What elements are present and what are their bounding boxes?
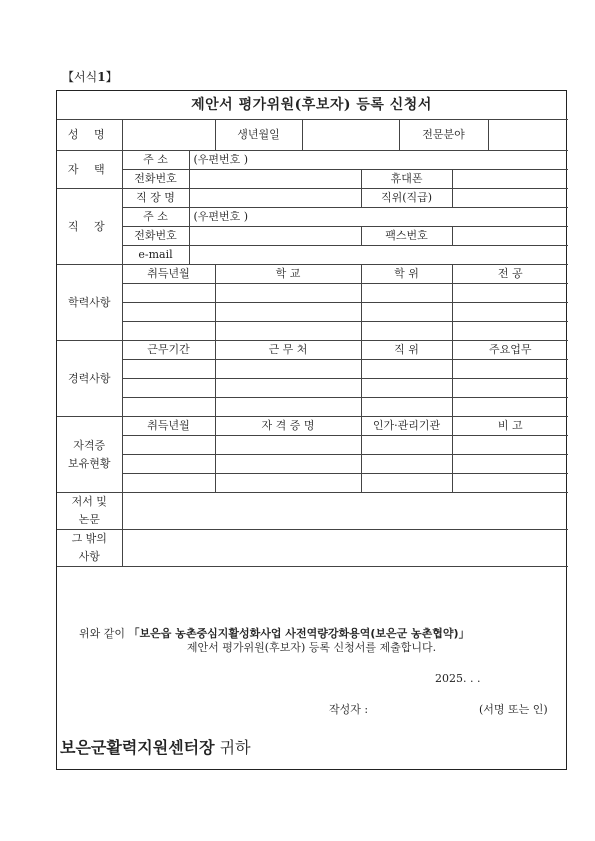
personal-row [57, 120, 568, 151]
career-entry-row [57, 360, 568, 379]
date-field[interactable]: 2025. . . [435, 672, 481, 685]
career-header-workplace: 근 무 처 [215, 341, 361, 360]
form-title: 제안서 평가위원(후보자) 등록 신청서 [57, 91, 566, 120]
license-entry-row [57, 455, 568, 474]
career-header-period: 근무기간 [122, 341, 215, 360]
license-cell[interactable] [215, 436, 361, 455]
license-cell[interactable] [361, 436, 452, 455]
career-entry-row [57, 379, 568, 398]
career-cell[interactable] [452, 398, 568, 417]
license-cell[interactable] [452, 474, 568, 493]
education-entry-row [57, 322, 568, 341]
honorific: 귀하 [219, 738, 251, 757]
fax-label: 팩스번호 [361, 227, 452, 246]
application-form [56, 90, 567, 770]
education-cell[interactable] [452, 303, 568, 322]
career-cell[interactable] [122, 379, 215, 398]
license-cell[interactable] [452, 455, 568, 474]
career-cell[interactable] [361, 398, 452, 417]
career-cell[interactable] [122, 398, 215, 417]
other-input[interactable] [122, 530, 568, 567]
education-cell[interactable] [361, 303, 452, 322]
declaration-section [57, 617, 566, 771]
career-header-position: 직 위 [361, 341, 452, 360]
education-header-date: 취득년월 [122, 265, 215, 284]
education-cell[interactable] [215, 322, 361, 341]
email-input[interactable] [189, 246, 568, 265]
email-label: e-mail [122, 246, 189, 265]
license-cell[interactable] [361, 474, 452, 493]
license-header-note: 비 고 [452, 417, 568, 436]
education-cell[interactable] [122, 322, 215, 341]
education-section-label: 학력사항 [57, 265, 122, 341]
career-cell[interactable] [215, 398, 361, 417]
workplace-label: 직 장 명 [122, 189, 189, 208]
name-input[interactable] [122, 120, 215, 151]
signature-field[interactable]: (서명 또는 인) [479, 703, 548, 716]
workplace-row [57, 189, 568, 208]
education-cell[interactable] [215, 303, 361, 322]
education-cell[interactable] [452, 284, 568, 303]
field-label: 전문분야 [399, 120, 488, 151]
home-address-input[interactable]: (우편번호 ) [189, 151, 568, 170]
recipient-line [60, 735, 251, 758]
email-row [57, 246, 568, 265]
education-cell[interactable] [122, 284, 215, 303]
career-cell[interactable] [215, 379, 361, 398]
education-cell[interactable] [361, 284, 452, 303]
work-address-row [57, 208, 568, 227]
work-phone-row [57, 227, 568, 246]
license-cell[interactable] [215, 455, 361, 474]
form-number-label: 【서식1】 [62, 70, 118, 84]
license-cell[interactable] [361, 455, 452, 474]
mobile-input[interactable] [452, 170, 568, 189]
license-entry-row [57, 436, 568, 455]
license-cell[interactable] [122, 474, 215, 493]
home-phone-label: 전화번호 [122, 170, 189, 189]
license-header-name: 자 격 증 명 [215, 417, 361, 436]
career-cell[interactable] [215, 360, 361, 379]
publications-input[interactable] [122, 493, 568, 530]
home-phone-input[interactable] [189, 170, 361, 189]
declaration-line-2: 제안서 평가위원(후보자) 등록 신청서를 제출합니다. [186, 641, 437, 654]
education-cell[interactable] [215, 284, 361, 303]
license-header-issuer: 인가·관리기관 [361, 417, 452, 436]
license-cell[interactable] [215, 474, 361, 493]
work-address-input[interactable]: (우편번호 ) [189, 208, 568, 227]
license-header-date: 취득년월 [122, 417, 215, 436]
recipient-name: 보은군활력지원센터장 [60, 738, 215, 757]
license-cell[interactable] [122, 436, 215, 455]
other-row [57, 530, 568, 567]
license-cell[interactable] [452, 436, 568, 455]
education-header-major: 전 공 [452, 265, 568, 284]
license-header-row [57, 417, 568, 436]
education-header-row [57, 265, 568, 284]
education-cell[interactable] [452, 322, 568, 341]
education-header-school: 학 교 [215, 265, 361, 284]
declaration-line-1: 위와 같이 「보은읍 농촌중심지활성화사업 사전역량강화용역(보은군 농촌협약)」 [79, 627, 470, 640]
work-phone-label: 전화번호 [122, 227, 189, 246]
publications-label: 저서 및 논문 [57, 493, 122, 530]
home-phone-row [57, 170, 568, 189]
education-entry-row [57, 284, 568, 303]
position-label: 직위(직급) [361, 189, 452, 208]
name-label: 성 명 [57, 120, 122, 151]
license-cell[interactable] [122, 455, 215, 474]
license-entry-row [57, 474, 568, 493]
birth-input[interactable] [302, 120, 399, 151]
license-section-label: 자격증 보유현황 [57, 417, 122, 493]
home-address-label: 주 소 [122, 151, 189, 170]
career-cell[interactable] [452, 379, 568, 398]
form-table [57, 119, 568, 567]
position-input[interactable] [452, 189, 568, 208]
career-section-label: 경력사항 [57, 341, 122, 417]
other-label: 그 밖의 사항 [57, 530, 122, 567]
work-phone-input[interactable] [189, 227, 361, 246]
project-name: 「보은읍 농촌중심지활성화사업 사전역량강화용역(보은군 농촌협약)」 [128, 627, 470, 640]
career-cell[interactable] [361, 379, 452, 398]
field-input[interactable] [488, 120, 568, 151]
career-header-duties: 주요업무 [452, 341, 568, 360]
home-section-label: 자 택 [57, 151, 122, 189]
career-cell[interactable] [361, 360, 452, 379]
education-header-degree: 학 위 [361, 265, 452, 284]
work-section-label: 직 장 [57, 189, 122, 265]
publications-row [57, 493, 568, 530]
birth-label: 생년월일 [215, 120, 302, 151]
mobile-label: 휴대폰 [361, 170, 452, 189]
career-header-row [57, 341, 568, 360]
education-cell[interactable] [122, 303, 215, 322]
education-cell[interactable] [361, 322, 452, 341]
workplace-input[interactable] [189, 189, 361, 208]
career-cell[interactable] [122, 360, 215, 379]
home-address-row [57, 151, 568, 170]
career-cell[interactable] [452, 360, 568, 379]
career-entry-row [57, 398, 568, 417]
work-address-label: 주 소 [122, 208, 189, 227]
fax-input[interactable] [452, 227, 568, 246]
signer-label: 작성자 : [329, 703, 369, 716]
education-entry-row [57, 303, 568, 322]
